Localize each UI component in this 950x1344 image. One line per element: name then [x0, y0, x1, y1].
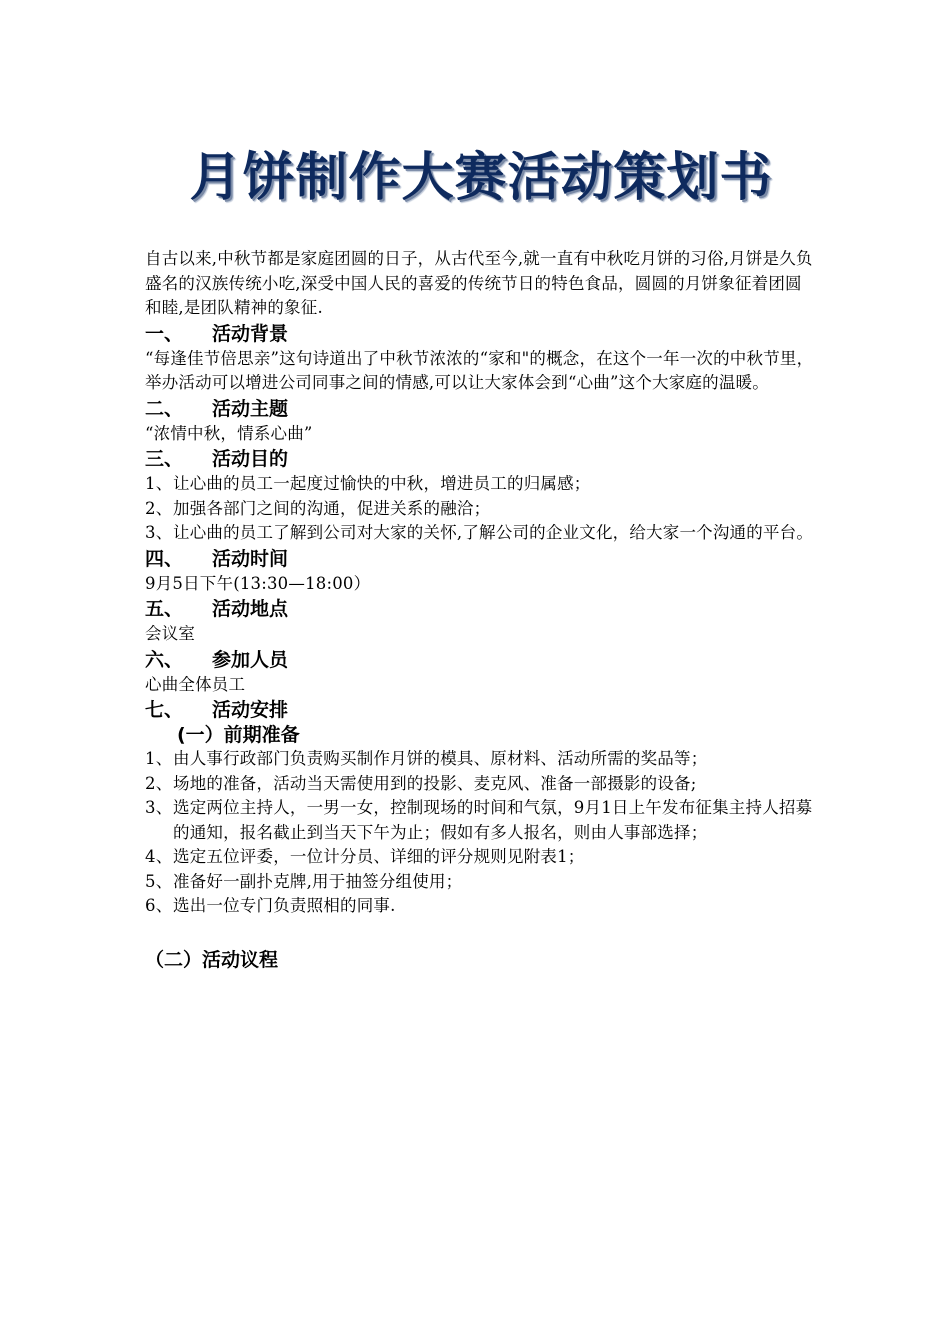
section-number: 二、: [145, 397, 184, 420]
list-text: 准备好一副扑克牌,用于抽签分组使用；: [173, 871, 463, 891]
list-item: [145, 747, 817, 772]
list-text: 加强各部门之间的沟通，促进关系的融洽；: [173, 498, 491, 518]
participants-paragraph: 心曲全体员工: [145, 674, 246, 694]
time-paragraph: 9月5日下午(13:30—18:00）: [145, 573, 371, 593]
list-index: 4、: [145, 847, 173, 866]
list-text: 由人事行政部门负责购买制作月饼的模具、原材料、活动所需的奖品等；: [173, 749, 708, 768]
list-item: [145, 870, 817, 895]
section-heading-time: [145, 546, 817, 572]
list-text: 选定两位主持人，一男一女，控制现场的时间和气氛，9月1日上午发布征集主持人招募的通知，报名截止到当天下午为止；假如有多人报名，则由人事部选择；: [173, 798, 813, 842]
spacer: [145, 919, 817, 947]
document-body: [145, 247, 817, 973]
list-index: 1、: [145, 474, 173, 493]
list-text: 选定五位评委，一位计分员、详细的评分规则见附表1；: [173, 847, 585, 866]
list-index: 3、: [145, 523, 173, 542]
section-title: 活动时间: [212, 547, 289, 570]
section-number: 四、: [145, 547, 184, 570]
subheading-preparation: (一）前期准备: [177, 724, 300, 746]
list-item: [145, 472, 817, 497]
section-title: 参加人员: [212, 648, 289, 671]
list-index: 1、: [145, 749, 173, 768]
list-item: [145, 894, 817, 919]
list-item: [145, 497, 817, 522]
section-number: 五、: [145, 598, 184, 620]
list-item: [145, 796, 817, 845]
background-paragraph: “每逢佳节倍思亲”这句诗道出了中秋节浓浓的“家和"的概念，在这个一年一次的中秋节里，举办活动可以增进公司同事之间的情感,可以让大家体会到“心曲”这个大家庭的温暖。: [145, 348, 814, 392]
list-text: 让心曲的员工一起度过愉快的中秋，增进员工的归属感；: [173, 474, 591, 493]
list-text: 选出一位专门负责照相的同事.: [173, 896, 396, 915]
section-heading-theme: [145, 396, 817, 422]
list-item: [145, 521, 817, 546]
section-number: 七、: [145, 699, 184, 721]
section-title: 活动安排: [212, 699, 289, 721]
list-index: 2、: [145, 773, 173, 793]
intro-paragraph: 自古以来,中秋节都是家庭团圆的日子，从古代至今,就一直有中秋吃月饼的习俗,月饼是久负盛名的汉族传统小吃,深受中国人民的喜爱的传统节日的特色食品，圆圆的月饼象征着团圆和睦,是团队精神的象征.: [145, 249, 813, 317]
section-heading-purpose: [145, 446, 817, 472]
list-index: 6、: [145, 896, 173, 915]
section-title: 活动背景: [212, 322, 289, 345]
preparation-list: [145, 747, 817, 919]
document-title: 月饼制作大赛活动策划书: [189, 148, 773, 208]
list-item: [145, 845, 817, 870]
section-title: 活动目的: [212, 448, 289, 470]
section-heading-background: [145, 321, 817, 347]
section-title: 活动主题: [212, 397, 289, 420]
list-item: [145, 772, 817, 797]
section-heading-participants: [145, 647, 817, 673]
subheading-agenda: （二）活动议程: [145, 948, 279, 971]
list-index: 3、: [145, 798, 173, 817]
list-text: 让心曲的员工了解到公司对大家的关怀,了解公司的企业文化，给大家一个沟通的平台。: [173, 523, 814, 542]
section-heading-location: [145, 596, 817, 622]
section-heading-arrangement: [145, 697, 817, 723]
theme-paragraph: “浓情中秋，情系心曲”: [145, 423, 313, 443]
section-number: 三、: [145, 448, 184, 470]
list-index: 5、: [145, 871, 173, 891]
list-index: 2、: [145, 498, 173, 518]
section-title: 活动地点: [212, 598, 289, 620]
section-number: 六、: [145, 648, 184, 671]
purpose-list: [145, 472, 817, 546]
location-paragraph: 会议室: [145, 624, 196, 643]
section-number: 一、: [145, 322, 184, 345]
list-text: 场地的准备，活动当天需使用到的投影、麦克风、准备一部摄影的设备;: [173, 773, 697, 793]
